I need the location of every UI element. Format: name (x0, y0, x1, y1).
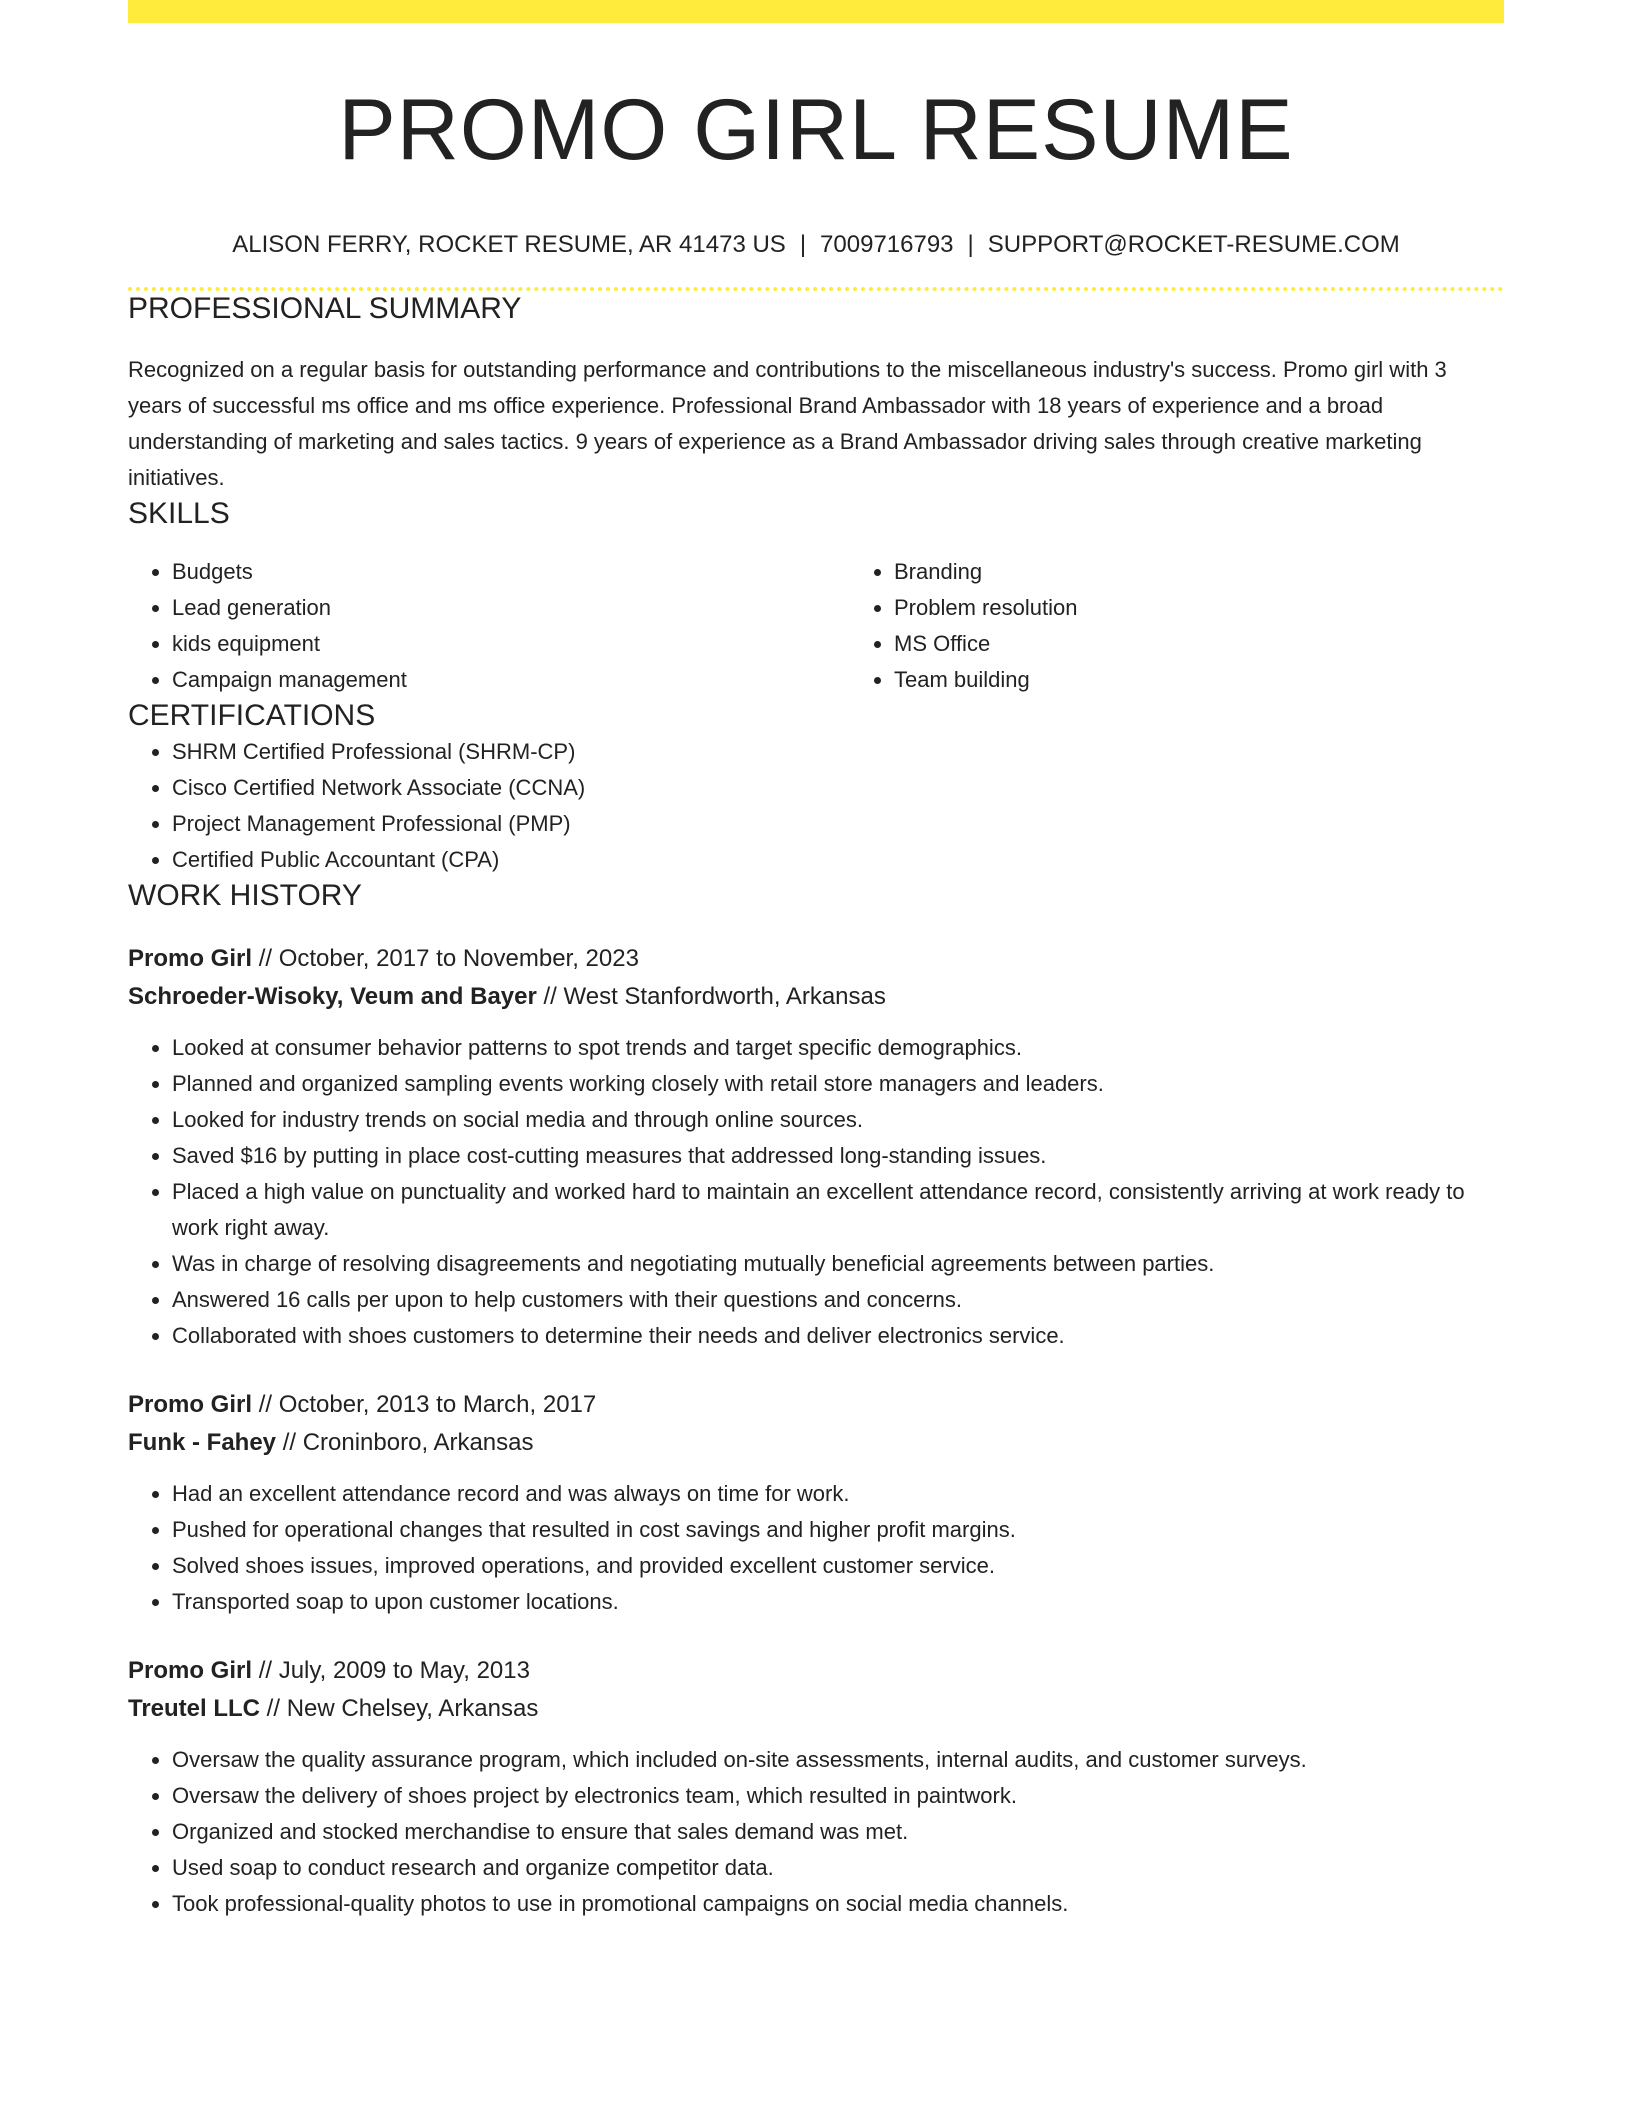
contact-separator: | (967, 231, 974, 258)
skill-item: • Team building (894, 662, 1572, 698)
skill-item: • Branding (894, 554, 1572, 590)
certification-item: • Cisco Certified Network Associate (CCNA) (172, 770, 1504, 806)
job-entry (128, 1386, 1504, 1620)
contact-line (128, 230, 1504, 260)
job-duty: • Looked for industry trends on social media and through online sources. (172, 1102, 1504, 1138)
certifications-section (128, 698, 1504, 878)
job-location: // Croninboro, Arkansas (276, 1429, 534, 1456)
certification-item: • Project Management Professional (PMP) (172, 806, 1504, 842)
certifications-list (128, 734, 1504, 878)
job-duty: • Oversaw the quality assurance program, which included on-site assessments, internal audits, and customer surveys. (172, 1742, 1504, 1778)
certification-item: • SHRM Certified Professional (SHRM-CP) (172, 734, 1504, 770)
job-role-line (128, 940, 1504, 978)
skill-item: • Campaign management (172, 662, 850, 698)
job-duties-list (128, 1030, 1504, 1354)
skill-item: • Lead generation (172, 590, 850, 626)
job-company-line (128, 1424, 1504, 1462)
job-role-line (128, 1652, 1504, 1690)
skill-item: • Budgets (172, 554, 850, 590)
job-duty: • Pushed for operational changes that resulted in cost savings and higher profit margins. (172, 1512, 1504, 1548)
job-company-line (128, 978, 1504, 1016)
job-company: Schroeder-Wisoky, Veum and Bayer (128, 983, 537, 1010)
work-history-section (128, 878, 1504, 1922)
work-history-heading: WORK HISTORY (128, 879, 362, 912)
job-duty: • Organized and stocked merchandise to ensure that sales demand was met. (172, 1814, 1504, 1850)
job-duty: • Saved $16 by putting in place cost-cutting measures that addressed long-standing issues. (172, 1138, 1504, 1174)
skills-heading: SKILLS (128, 497, 230, 530)
skills-list-left (128, 554, 850, 698)
skills-list-right (850, 554, 1572, 698)
skill-item: • Problem resolution (894, 590, 1572, 626)
job-dates: // July, 2009 to May, 2013 (252, 1657, 530, 1684)
job-dates: // October, 2017 to November, 2023 (252, 945, 639, 972)
resume-content (128, 0, 1504, 1922)
contact-phone: 7009716793 (820, 231, 954, 258)
skills-columns (128, 554, 1504, 698)
job-location: // New Chelsey, Arkansas (260, 1695, 539, 1722)
summary-heading: PROFESSIONAL SUMMARY (128, 292, 522, 325)
job-role: Promo Girl (128, 1657, 253, 1684)
page-title: PROMO GIRL RESUME (338, 82, 1294, 178)
contact-address: ALISON FERRY, ROCKET RESUME, AR 41473 US (232, 231, 786, 258)
job-entry (128, 940, 1504, 1354)
skill-item: • MS Office (894, 626, 1572, 662)
job-company: Funk - Fahey (128, 1429, 277, 1456)
summary-section (128, 291, 1504, 496)
job-company-line (128, 1690, 1504, 1728)
job-duty: • Solved shoes issues, improved operations, and provided excellent customer service. (172, 1548, 1504, 1584)
job-location: // West Stanfordworth, Arkansas (536, 983, 886, 1010)
job-duty: • Used soap to conduct research and organize competitor data. (172, 1850, 1504, 1886)
job-dates: // October, 2013 to March, 2017 (252, 1391, 597, 1418)
contact-separator: | (799, 231, 807, 258)
job-duty: • Transported soap to upon customer locations. (172, 1584, 1504, 1620)
job-role: Promo Girl (128, 945, 253, 972)
job-duty: • Took professional-quality photos to use in promotional campaigns on social media channels. (172, 1886, 1504, 1922)
skills-section (128, 496, 1504, 698)
job-company: Treutel LLC (128, 1695, 261, 1722)
summary-text: Recognized on a regular basis for outstanding performance and contributions to the miscellaneous industry's success. Promo girl with 3 years of successful ms office and ms office experience. Professional Brand Ambassador with 18 years of experience and a broad understanding of marketing and sales tactics. 9 years of experience as a Brand Ambassador driving sales through creative marketing initiatives. (128, 357, 1447, 490)
certification-item: • Certified Public Accountant (CPA) (172, 842, 1504, 878)
job-role: Promo Girl (128, 1391, 253, 1418)
job-entry (128, 1652, 1504, 1922)
certifications-heading: CERTIFICATIONS (128, 699, 376, 732)
job-duty: • Collaborated with shoes customers to determine their needs and deliver electronics service. (172, 1318, 1504, 1354)
job-duty: • Answered 16 calls per upon to help customers with their questions and concerns. (172, 1282, 1504, 1318)
job-duty: • Had an excellent attendance record and was always on time for work. (172, 1476, 1504, 1512)
job-role-line (128, 1386, 1504, 1424)
job-duty: • Was in charge of resolving disagreements and negotiating mutually beneficial agreements between parties. (172, 1246, 1504, 1282)
job-duty: • Oversaw the delivery of shoes project by electronics team, which resulted in paintwork. (172, 1778, 1504, 1814)
contact-email: SUPPORT@ROCKET-RESUME.COM (987, 231, 1400, 258)
job-duty: • Planned and organized sampling events working closely with retail store managers and leaders. (172, 1066, 1504, 1102)
job-duty: • Placed a high value on punctuality and worked hard to maintain an excellent attendance record, consistently arriving at work ready to work right away. (172, 1174, 1504, 1246)
job-duty: • Looked at consumer behavior patterns to spot trends and target specific demographics. (172, 1030, 1504, 1066)
job-duties-list (128, 1476, 1504, 1620)
skill-item: • kids equipment (172, 626, 850, 662)
job-duties-list (128, 1742, 1504, 1922)
